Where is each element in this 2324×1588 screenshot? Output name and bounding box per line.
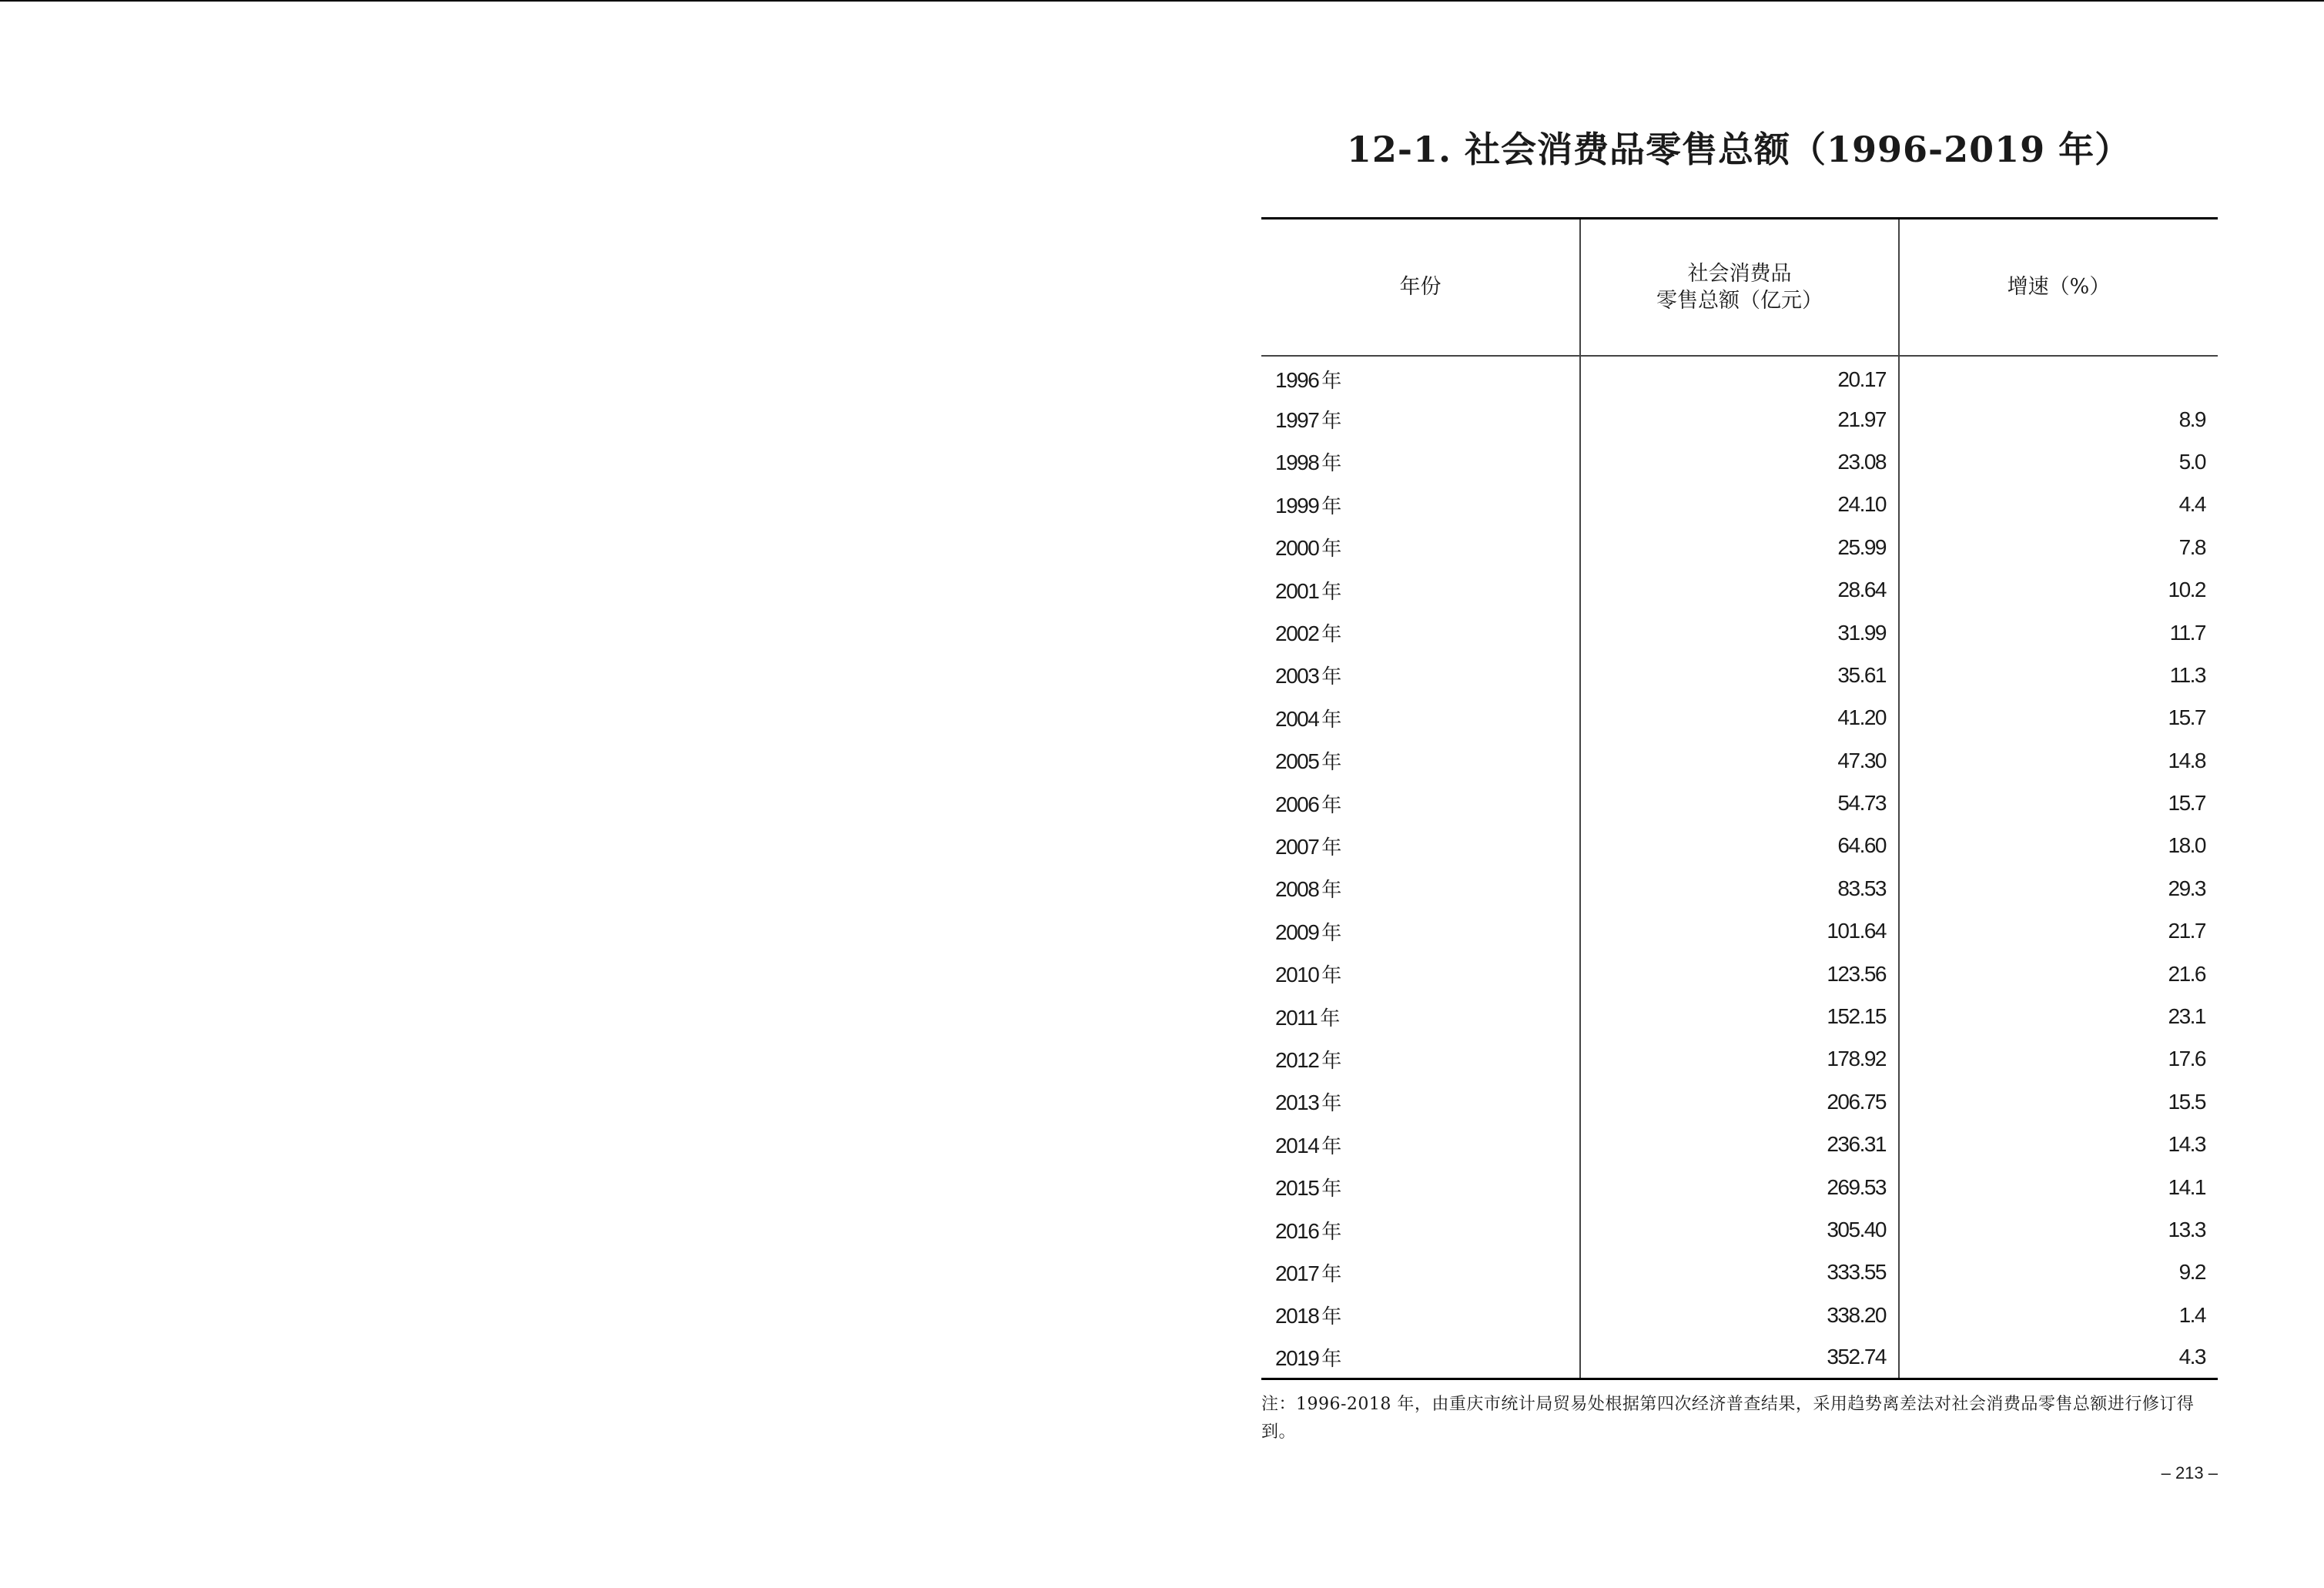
cell-retail-total: 24.10 — [1580, 484, 1899, 526]
header-year-label: 年份 — [1399, 275, 1442, 300]
year-suffix: 年 — [1320, 1007, 1341, 1030]
cell-growth-rate: 14.3 — [1899, 1124, 2218, 1166]
cell-retail-total: 352.74 — [1580, 1336, 1899, 1379]
year-value: 2011 — [1275, 1005, 1318, 1030]
cell-year — [1261, 526, 1580, 568]
year-suffix: 年 — [1321, 1220, 1342, 1244]
cell-growth-rate: 7.8 — [1899, 526, 2218, 568]
table-row — [1261, 611, 2218, 654]
table-row — [1261, 356, 2218, 398]
year-suffix: 年 — [1321, 836, 1342, 859]
cell-year — [1261, 484, 1580, 526]
year-suffix: 年 — [1321, 1178, 1342, 1201]
table-row — [1261, 398, 2218, 441]
cell-growth-rate: 4.4 — [1899, 484, 2218, 526]
cell-retail-total: 236.31 — [1580, 1124, 1899, 1166]
year-suffix: 年 — [1321, 1134, 1342, 1158]
cell-growth-rate: 11.3 — [1899, 654, 2218, 696]
cell-year — [1261, 782, 1580, 824]
cell-growth-rate: 4.3 — [1899, 1336, 2218, 1379]
cell-growth-rate: 15.7 — [1899, 697, 2218, 739]
year-suffix: 年 — [1321, 538, 1342, 561]
cell-retail-total: 23.08 — [1580, 441, 1899, 483]
year-suffix: 年 — [1321, 1049, 1342, 1073]
table-row — [1261, 526, 2218, 568]
header-total-line2: 零售总额（亿元） — [1656, 288, 1823, 313]
table-title: 12-1. 社会消费品零售总额（1996-2019 年） — [1346, 129, 2131, 170]
year-value: 2018 — [1275, 1304, 1319, 1328]
year-suffix: 年 — [1321, 410, 1342, 434]
year-suffix: 年 — [1321, 921, 1342, 945]
table-body — [1261, 356, 2218, 1379]
year-suffix: 年 — [1321, 623, 1342, 647]
cell-retail-total: 25.99 — [1580, 526, 1899, 568]
header-growth-label: 增速（%） — [2007, 275, 2111, 300]
cell-year — [1261, 654, 1580, 696]
cell-year — [1261, 953, 1580, 995]
table-row — [1261, 484, 2218, 526]
table-row — [1261, 1080, 2218, 1123]
cell-year — [1261, 995, 1580, 1037]
cell-growth-rate: 18.0 — [1899, 825, 2218, 867]
table-row — [1261, 1124, 2218, 1166]
table-row — [1261, 782, 2218, 824]
page-number: – 213 – — [2161, 1463, 2218, 1482]
cell-retail-total: 269.53 — [1580, 1166, 1899, 1208]
table-header-row — [1261, 219, 2218, 356]
year-suffix: 年 — [1321, 452, 1342, 476]
year-suffix: 年 — [1321, 964, 1342, 988]
cell-retail-total: 41.20 — [1580, 697, 1899, 739]
cell-growth-rate: 11.7 — [1899, 611, 2218, 654]
cell-year — [1261, 867, 1580, 910]
cell-year — [1261, 611, 1580, 654]
year-value: 2005 — [1275, 749, 1319, 774]
year-value: 1997 — [1275, 408, 1319, 433]
year-value: 2009 — [1275, 920, 1319, 944]
year-value: 2008 — [1275, 877, 1319, 902]
cell-growth-rate: 5.0 — [1899, 441, 2218, 483]
cell-retail-total: 83.53 — [1580, 867, 1899, 910]
table-row — [1261, 697, 2218, 739]
year-value: 2001 — [1275, 578, 1319, 603]
cell-retail-total: 54.73 — [1580, 782, 1899, 824]
cell-year — [1261, 1336, 1580, 1379]
cell-growth-rate: 15.7 — [1899, 782, 2218, 824]
year-value: 2017 — [1275, 1261, 1319, 1285]
year-value: 1998 — [1275, 451, 1319, 475]
cell-growth-rate: 9.2 — [1899, 1251, 2218, 1294]
year-value: 2002 — [1275, 621, 1319, 646]
cell-growth-rate: 14.8 — [1899, 739, 2218, 782]
table-row — [1261, 441, 2218, 483]
year-suffix: 年 — [1321, 879, 1342, 903]
cell-growth-rate: 17.6 — [1899, 1038, 2218, 1080]
year-suffix: 年 — [1321, 1092, 1342, 1116]
year-value: 2014 — [1275, 1133, 1319, 1157]
table-row — [1261, 1251, 2218, 1294]
cell-year — [1261, 697, 1580, 739]
year-suffix: 年 — [1321, 1305, 1342, 1329]
cell-year — [1261, 1038, 1580, 1080]
cell-growth-rate: 21.6 — [1899, 953, 2218, 995]
table-row — [1261, 739, 2218, 782]
cell-year — [1261, 1294, 1580, 1336]
cell-retail-total: 21.97 — [1580, 398, 1899, 441]
table-row — [1261, 1294, 2218, 1336]
table-row — [1261, 1038, 2218, 1080]
cell-growth-rate: 8.9 — [1899, 398, 2218, 441]
cell-retail-total: 47.30 — [1580, 739, 1899, 782]
cell-retail-total: 152.15 — [1580, 995, 1899, 1037]
cell-year — [1261, 825, 1580, 867]
table-row — [1261, 1208, 2218, 1251]
cell-year — [1261, 1080, 1580, 1123]
year-suffix: 年 — [1321, 370, 1342, 394]
retail-sales-table — [1261, 217, 2218, 1380]
cell-growth-rate: 13.3 — [1899, 1208, 2218, 1251]
cell-retail-total: 64.60 — [1580, 825, 1899, 867]
table-row — [1261, 953, 2218, 995]
year-suffix: 年 — [1321, 494, 1342, 518]
table-row — [1261, 867, 2218, 910]
cell-retail-total: 178.92 — [1580, 1038, 1899, 1080]
cell-growth-rate: 10.2 — [1899, 568, 2218, 611]
year-value: 2016 — [1275, 1218, 1319, 1243]
header-total — [1580, 219, 1899, 356]
year-value: 2015 — [1275, 1176, 1319, 1201]
cell-growth-rate: 23.1 — [1899, 995, 2218, 1037]
cell-year — [1261, 398, 1580, 441]
cell-year — [1261, 441, 1580, 483]
cell-retail-total: 20.17 — [1580, 356, 1899, 398]
cell-year — [1261, 1251, 1580, 1294]
year-value: 2012 — [1275, 1047, 1319, 1072]
table-footnote: 注：1996-2018 年，由重庆市统计局贸易处根据第四次经济普查结果，采用趋势离差法对社会消费品零售总额进行修订得到。 — [1261, 1395, 2195, 1442]
table-row — [1261, 995, 2218, 1037]
cell-retail-total: 338.20 — [1580, 1294, 1899, 1336]
cell-year — [1261, 356, 1580, 398]
year-value: 2013 — [1275, 1090, 1319, 1115]
cell-year — [1261, 1208, 1580, 1251]
cell-year — [1261, 1124, 1580, 1166]
year-value: 1996 — [1275, 368, 1319, 393]
cell-growth-rate: 29.3 — [1899, 867, 2218, 910]
year-value: 2004 — [1275, 706, 1319, 731]
cell-growth-rate: 1.4 — [1899, 1294, 2218, 1336]
cell-growth-rate: 21.7 — [1899, 910, 2218, 953]
table-row — [1261, 910, 2218, 953]
cell-year — [1261, 568, 1580, 611]
cell-retail-total: 305.40 — [1580, 1208, 1899, 1251]
cell-growth-rate: 15.5 — [1899, 1080, 2218, 1123]
cell-retail-total: 206.75 — [1580, 1080, 1899, 1123]
cell-year — [1261, 739, 1580, 782]
year-value: 2007 — [1275, 834, 1319, 859]
table-row — [1261, 1336, 2218, 1379]
year-value: 2010 — [1275, 963, 1319, 987]
year-suffix: 年 — [1321, 665, 1342, 689]
table-row — [1261, 568, 2218, 611]
year-suffix: 年 — [1321, 793, 1342, 817]
table-row — [1261, 654, 2218, 696]
cell-retail-total: 28.64 — [1580, 568, 1899, 611]
year-value: 2019 — [1275, 1345, 1319, 1370]
cell-growth-rate: 14.1 — [1899, 1166, 2218, 1208]
cell-retail-total: 333.55 — [1580, 1251, 1899, 1294]
cell-growth-rate — [1899, 356, 2218, 398]
header-year — [1261, 219, 1580, 356]
year-value: 2006 — [1275, 792, 1319, 816]
cell-year — [1261, 1166, 1580, 1208]
year-suffix: 年 — [1321, 580, 1342, 604]
table-row — [1261, 825, 2218, 867]
year-value: 2000 — [1275, 536, 1319, 561]
year-suffix: 年 — [1321, 751, 1342, 775]
year-suffix: 年 — [1321, 708, 1342, 732]
table-row — [1261, 1166, 2218, 1208]
header-growth — [1899, 219, 2218, 356]
year-suffix: 年 — [1321, 1347, 1342, 1371]
year-value: 2003 — [1275, 664, 1319, 688]
cell-retail-total: 31.99 — [1580, 611, 1899, 654]
cell-year — [1261, 910, 1580, 953]
page-top-border — [0, 0, 2324, 2]
cell-retail-total: 123.56 — [1580, 953, 1899, 995]
header-total-line1: 社会消费品 — [1687, 261, 1792, 286]
year-value: 1999 — [1275, 493, 1319, 518]
cell-retail-total: 35.61 — [1580, 654, 1899, 696]
year-suffix: 年 — [1321, 1262, 1342, 1286]
cell-retail-total: 101.64 — [1580, 910, 1899, 953]
